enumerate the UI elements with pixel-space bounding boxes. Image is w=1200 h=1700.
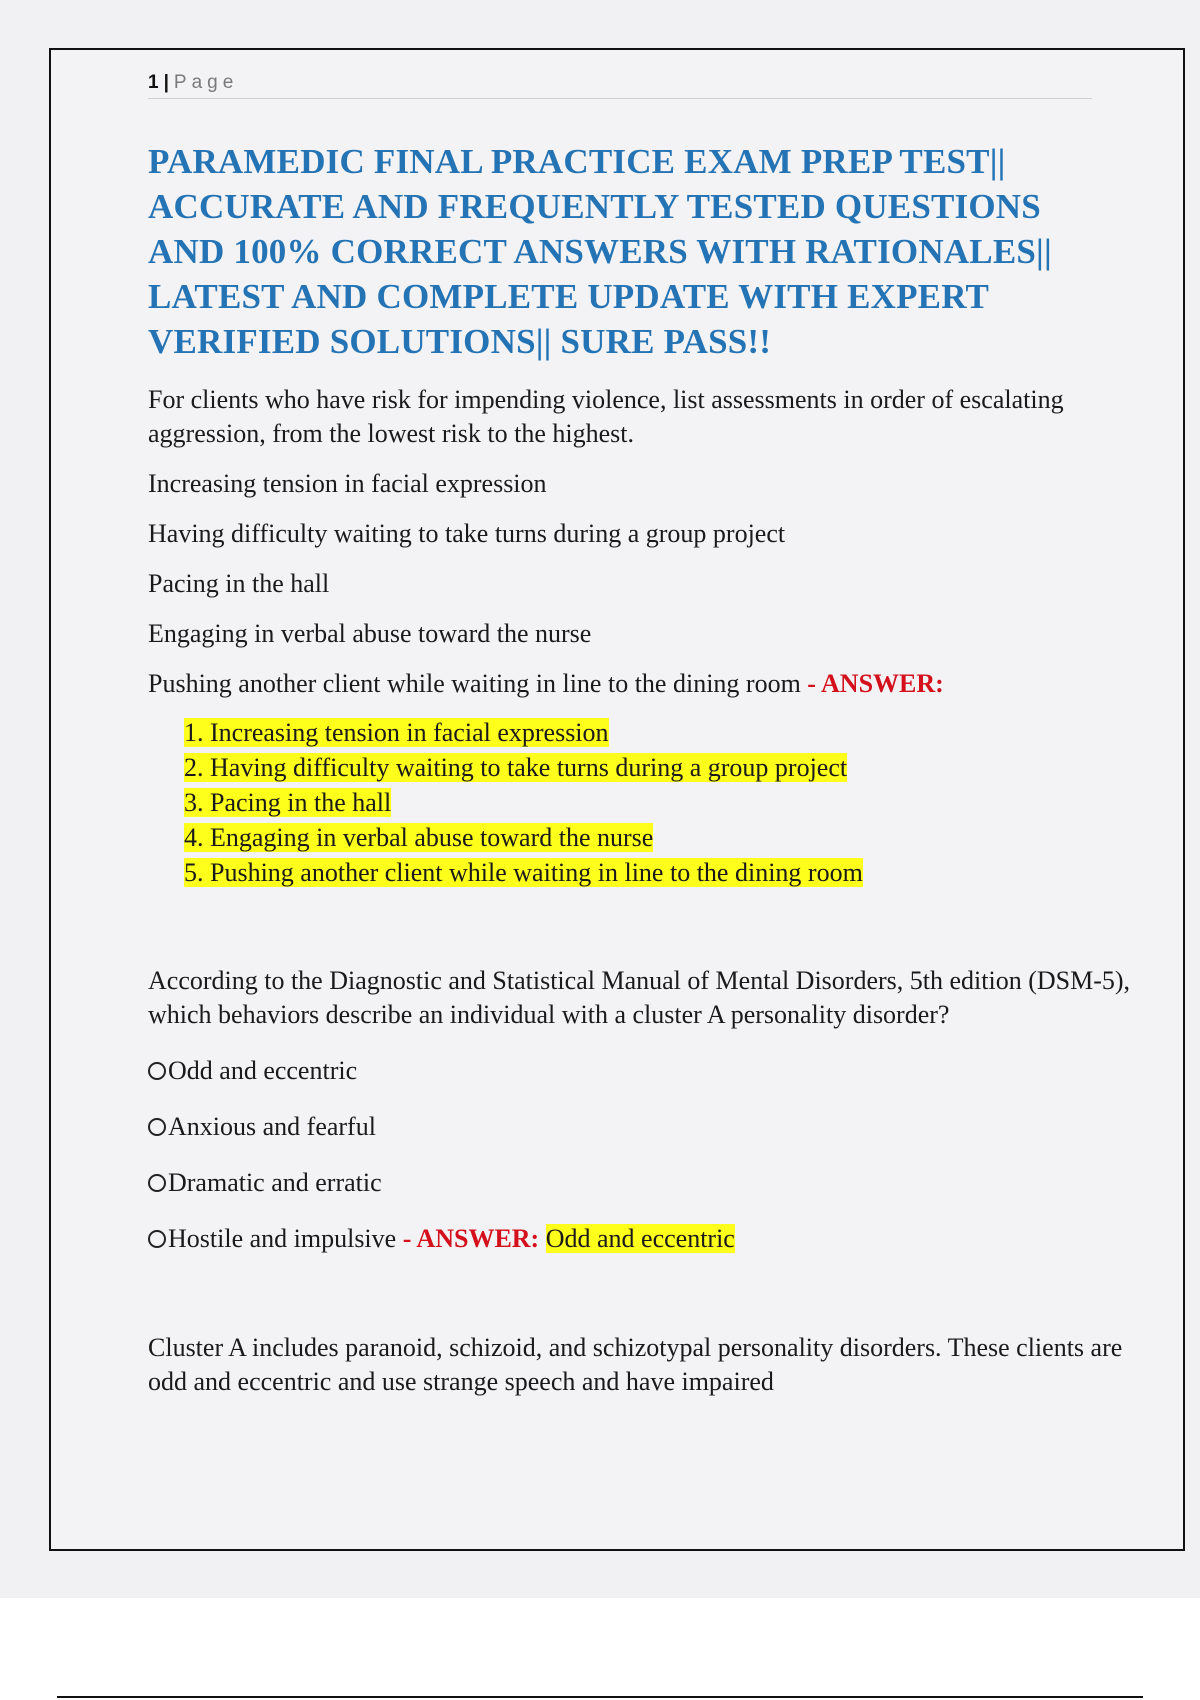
next-page-border — [57, 1696, 1143, 1698]
question2-option — [148, 1110, 1143, 1144]
title-line: AND 100% CORRECT ANSWERS WITH RATIONALES|| — [148, 232, 1052, 271]
question2-option — [148, 1166, 1143, 1200]
question2-option — [148, 1222, 1143, 1256]
document-page — [49, 48, 1185, 1551]
answer-item-text: 3. Pacing in the hall — [184, 788, 392, 817]
answer-list-item — [184, 750, 1143, 785]
radio-circle-icon — [148, 1118, 166, 1136]
answer-list-item — [184, 855, 1143, 890]
question2-option-label: Anxious and fearful — [168, 1112, 376, 1141]
question1-option: Pushing another client while waiting in line to the dining room — [148, 669, 801, 698]
answer-list-item — [184, 820, 1143, 855]
title-line: PARAMEDIC FINAL PRACTICE EXAM PREP TEST|| — [148, 142, 1006, 181]
title-line: LATEST AND COMPLETE UPDATE WITH EXPERT — [148, 277, 990, 316]
title-line: ACCURATE AND FREQUENTLY TESTED QUESTIONS — [148, 187, 1041, 226]
answer-item-text: 1. Increasing tension in facial expression — [184, 718, 609, 747]
answer-label: - ANSWER: — [402, 1224, 540, 1253]
question1-option: Engaging in verbal abuse toward the nurse — [148, 619, 592, 648]
question1-option: Increasing tension in facial expression — [148, 469, 547, 498]
next-page-area — [0, 1598, 1200, 1700]
question2-stem: According to the Diagnostic and Statistical Manual of Mental Disorders, 5th edition (DSM-5), which behaviors describe an individual with a cluster A personality disorder? — [148, 966, 1131, 1029]
question1-answer-list — [148, 715, 1143, 890]
rationale-text: Cluster A includes paranoid, schizoid, and schizotypal personality disorders. These clients are odd and eccentric and use strange speech and have impaired — [148, 1333, 1123, 1396]
document-title — [148, 139, 1143, 364]
page-number: 1 — [148, 72, 160, 93]
answer-item-text: 4. Engaging in verbal abuse toward the nurse — [184, 823, 654, 852]
page-header-separator: | — [163, 72, 170, 93]
page-word: Page — [173, 72, 239, 93]
answer-value: Odd and eccentric — [545, 1224, 735, 1253]
radio-circle-icon — [148, 1062, 166, 1080]
question2-option-label: Odd and eccentric — [168, 1056, 358, 1085]
page-content — [148, 72, 1143, 1399]
question1-stem: For clients who have risk for impending violence, list assessments in order of escalating aggression, from the lowest risk to the highest. — [148, 385, 1064, 448]
radio-circle-icon — [148, 1230, 166, 1248]
answer-item-text: 5. Pushing another client while waiting in line to the dining room — [184, 858, 863, 887]
answer-label: - ANSWER: — [807, 669, 944, 698]
radio-circle-icon — [148, 1174, 166, 1192]
question1-option: Having difficulty waiting to take turns during a group project — [148, 519, 786, 548]
title-line: VERIFIED SOLUTIONS|| SURE PASS!! — [148, 322, 772, 361]
page-header — [148, 72, 1092, 99]
question2-option-label: Dramatic and erratic — [168, 1168, 382, 1197]
question2-option-label: Hostile and impulsive — [168, 1224, 397, 1253]
question1-last-option-line — [148, 667, 1143, 701]
question2-option — [148, 1054, 1143, 1088]
answer-list-item — [184, 785, 1143, 820]
question1-option: Pacing in the hall — [148, 569, 330, 598]
answer-list-item — [184, 715, 1143, 750]
answer-item-text: 2. Having difficulty waiting to take turns during a group project — [184, 753, 848, 782]
